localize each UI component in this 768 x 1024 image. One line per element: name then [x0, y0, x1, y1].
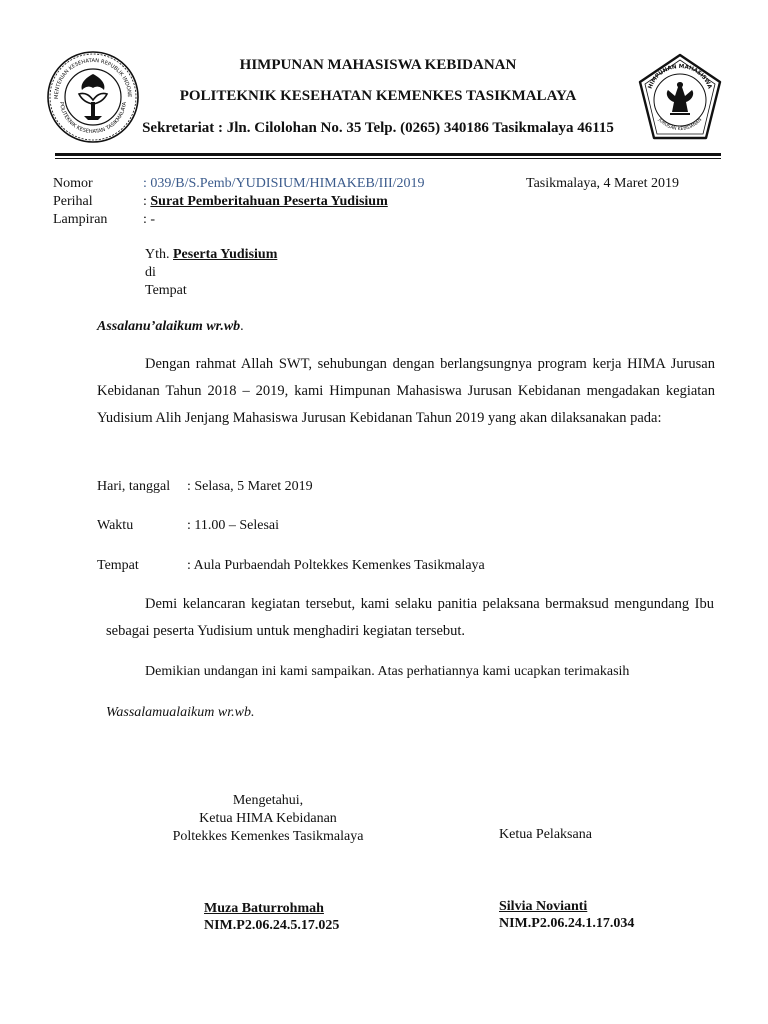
svg-text:POLITEKNIK KESEHATAN TASIKMALA: POLITEKNIK KESEHATAN TASIKMALAYA [58, 101, 128, 136]
perihal-row [143, 193, 388, 210]
org-name: HIMPUNAN MAHASISWA KEBIDANAN [239, 57, 517, 73]
tempat-label: Tempat [97, 558, 139, 573]
hima-logo [636, 52, 724, 148]
paragraph-invitation: Demi kelancaran kegiatan tersebut, kami selaku panitia pelaksana bermaksud mengundang Ibu sebagai peserta Yudisium untuk menghadiri kegiatan tersebut. [106, 596, 714, 639]
institution-name: POLITEKNIK KESEHATAN KEMENKES TASIKMALAYA [179, 88, 577, 104]
tempat-value: : Aula Purbaendah Poltekkes Kemenkes Tasikmalaya [187, 558, 485, 573]
recipient-di: di [145, 265, 156, 280]
svg-text:KEMENTERIAN KESEHATAN REPUBLIK: MENTERIAN KESEHATAN REPUBLIK INDONE [53, 57, 133, 100]
lampiran-value: : - [143, 212, 156, 227]
svg-text:HIMPUNAN MAHASISWA: HIMPUNAN MAHASISWA [647, 63, 713, 90]
greeting [97, 318, 244, 335]
closing-salutation: Wassalamualaikum wr.wb. [106, 705, 255, 720]
yth-label: Yth. [145, 247, 170, 262]
greeting-text: Assalanu’alaikum wr.wb [97, 319, 241, 334]
left-sign-line1: Mengetahui, [232, 793, 304, 808]
greeting-period: . [240, 319, 244, 334]
right-signer-nim: NIM.P2.06.24.1.17.034 [499, 916, 635, 931]
right-sign-title: Ketua Pelaksana [499, 827, 592, 842]
waktu-value: : 11.00 – Selesai [187, 518, 280, 533]
left-signer-nim: NIM.P2.06.24.5.17.025 [204, 918, 340, 933]
paragraph-intro: Dengan rahmat Allah SWT, sehubungan dengan berlangsungnya program kerja HIMA Jurusan Kebidanan Tahun 2018 – 2019, kami Himpunan Mahasiswa Jurusan Kebidanan mengadakan kegiatan Yudisium Alih Jenjang Mahasiswa Jurusan Kebidanan Tahun 2019 yang akan dilaksanakan pada: [97, 356, 715, 426]
hari-value: : Selasa, 5 Maret 2019 [187, 479, 313, 494]
left-sign-line3: Poltekkes Kemenkes Tasikmalaya [172, 829, 364, 844]
recipient-line [145, 246, 277, 263]
lampiran-label: Lampiran [53, 212, 108, 227]
perihal-colon: : [143, 194, 151, 209]
perihal-label: Perihal [53, 194, 93, 209]
nomor-value: : 039/B/S.Pemb/YUDISIUM/HIMAKEB/III/2019 [143, 176, 425, 191]
hari-label: Hari, tanggal [97, 479, 171, 494]
nomor-label: Nomor [53, 176, 93, 191]
secretariat-address: Sekretariat : Jln. Cilolohan No. 35 Telp. (0265) 340186 Tasikmalaya 46115 [142, 120, 614, 136]
perihal-value: Surat Pemberitahuan Peserta Yudisium [150, 194, 388, 209]
recipient-name: Peserta Yudisium [173, 247, 278, 262]
recipient-place: Tempat [145, 283, 187, 298]
place-date: Tasikmalaya, 4 Maret 2019 [526, 176, 679, 191]
header-rule-thin [55, 158, 721, 159]
right-signer-name: Silvia Novianti [499, 899, 588, 914]
header-rule-thick [55, 153, 721, 156]
svg-text:JURUSAN KEBIDANAN: JURUSAN KEBIDANAN [656, 117, 704, 133]
paragraph-closing: Demikian undangan ini kami sampaikan. Atas perhatiannya kami ucapkan terimakasih [145, 664, 630, 679]
left-signer-name: Muza Baturrohmah [204, 901, 324, 916]
waktu-label: Waktu [97, 518, 134, 533]
kemenkes-logo [46, 50, 140, 144]
left-sign-line2: Ketua HIMA Kebidanan [199, 811, 337, 826]
